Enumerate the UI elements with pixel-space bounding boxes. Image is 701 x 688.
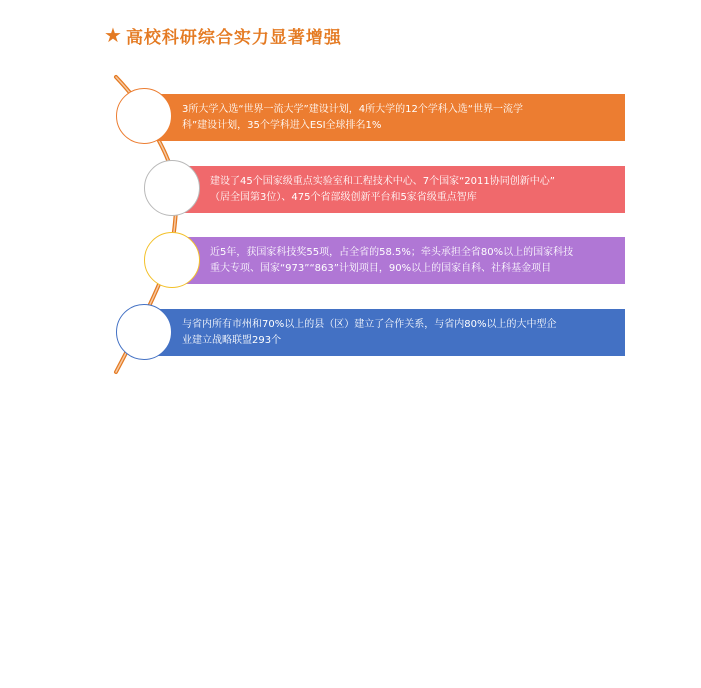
item-3-circle [144,232,200,288]
item-2-line-2: （居全国第3位）、475个省部级创新平台和5家省级重点智库 [210,191,477,203]
item-3-line-2: 重大专项、国家“973”“863”计划项目，90%以上的国家自科、社科基金项目 [210,262,552,274]
timeline-item-3 [173,237,625,284]
item-3-line-1: 近5年，获国家科技奖55项，占全省的58.5%；牵头承担全省80%以上的国家科技 [210,246,574,258]
item-4-circle [116,304,172,360]
item-2-text [210,174,555,206]
item-2-line-1: 建设了45个国家级重点实验室和工程技术中心、7个国家“2011协同创新中心” [210,175,555,187]
item-4-text [182,317,556,349]
timeline-item-1 [145,94,625,141]
item-1-text [182,102,523,134]
timeline-item-4 [145,309,625,356]
item-1-line-1: 3所大学入选“世界一流大学”建设计划，4所大学的12个学科入选“世界一流学 [182,103,523,115]
item-4-line-2: 业建立战略联盟293个 [182,334,282,346]
star-icon: ★ [104,23,122,47]
item-2-circle [144,160,200,216]
item-1-circle [116,88,172,144]
timeline-item-2 [173,166,625,213]
page-title: 高校科研综合实力显著增强 [125,27,342,48]
item-4-line-1: 与省内所有市州和70%以上的县（区）建立了合作关系，与省内80%以上的大中型企 [182,318,557,330]
item-3-text [210,245,573,277]
item-1-line-2: 科”建设计划，35个学科进入ESI全球排名1% [182,119,382,131]
